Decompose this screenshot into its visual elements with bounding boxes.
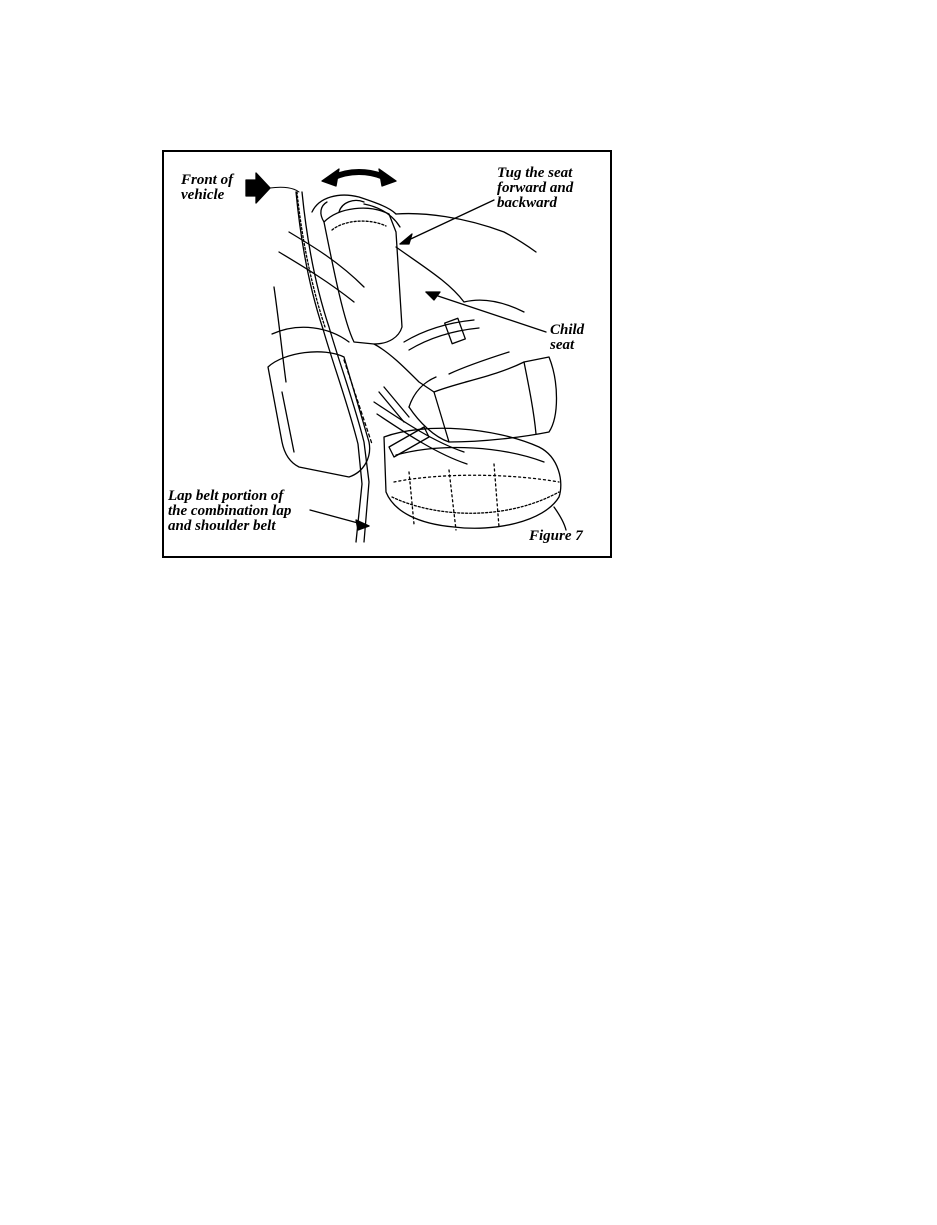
front-of-vehicle-line-2: vehicle xyxy=(181,187,225,203)
lap-belt-line-1: Lap belt portion of xyxy=(168,488,284,504)
double-headed-curved-arrow-icon xyxy=(322,169,396,186)
figure-caption: Figure 7 xyxy=(529,528,583,544)
tug-seat-line-2: forward and xyxy=(497,180,574,196)
lap-belt-line-2: the combination lap xyxy=(168,503,292,519)
lap-belt-line-3: and shoulder belt xyxy=(168,518,276,534)
seatback-contours xyxy=(279,232,364,302)
child-seat-line-1: Child xyxy=(550,322,585,338)
right-arrow-icon xyxy=(246,173,270,203)
child-seat-label xyxy=(550,323,584,353)
front-of-vehicle-label xyxy=(181,173,233,203)
figure-7-frame xyxy=(162,150,612,558)
belt xyxy=(296,192,467,542)
vehicle-seat-cushion xyxy=(384,428,561,530)
tug-seat-label xyxy=(497,166,573,211)
lap-belt-label xyxy=(168,489,291,534)
tug-seat-line-3: backward xyxy=(497,195,557,211)
hand-illustration xyxy=(312,195,536,312)
child-seat-line-2: seat xyxy=(550,337,575,353)
vehicle-seatback xyxy=(268,287,372,477)
front-of-vehicle-line-1: Front of xyxy=(181,172,234,188)
child-seat-strap xyxy=(404,318,479,350)
tug-seat-line-1: Tug the seat xyxy=(497,165,573,181)
tug-leader-line xyxy=(400,200,494,244)
